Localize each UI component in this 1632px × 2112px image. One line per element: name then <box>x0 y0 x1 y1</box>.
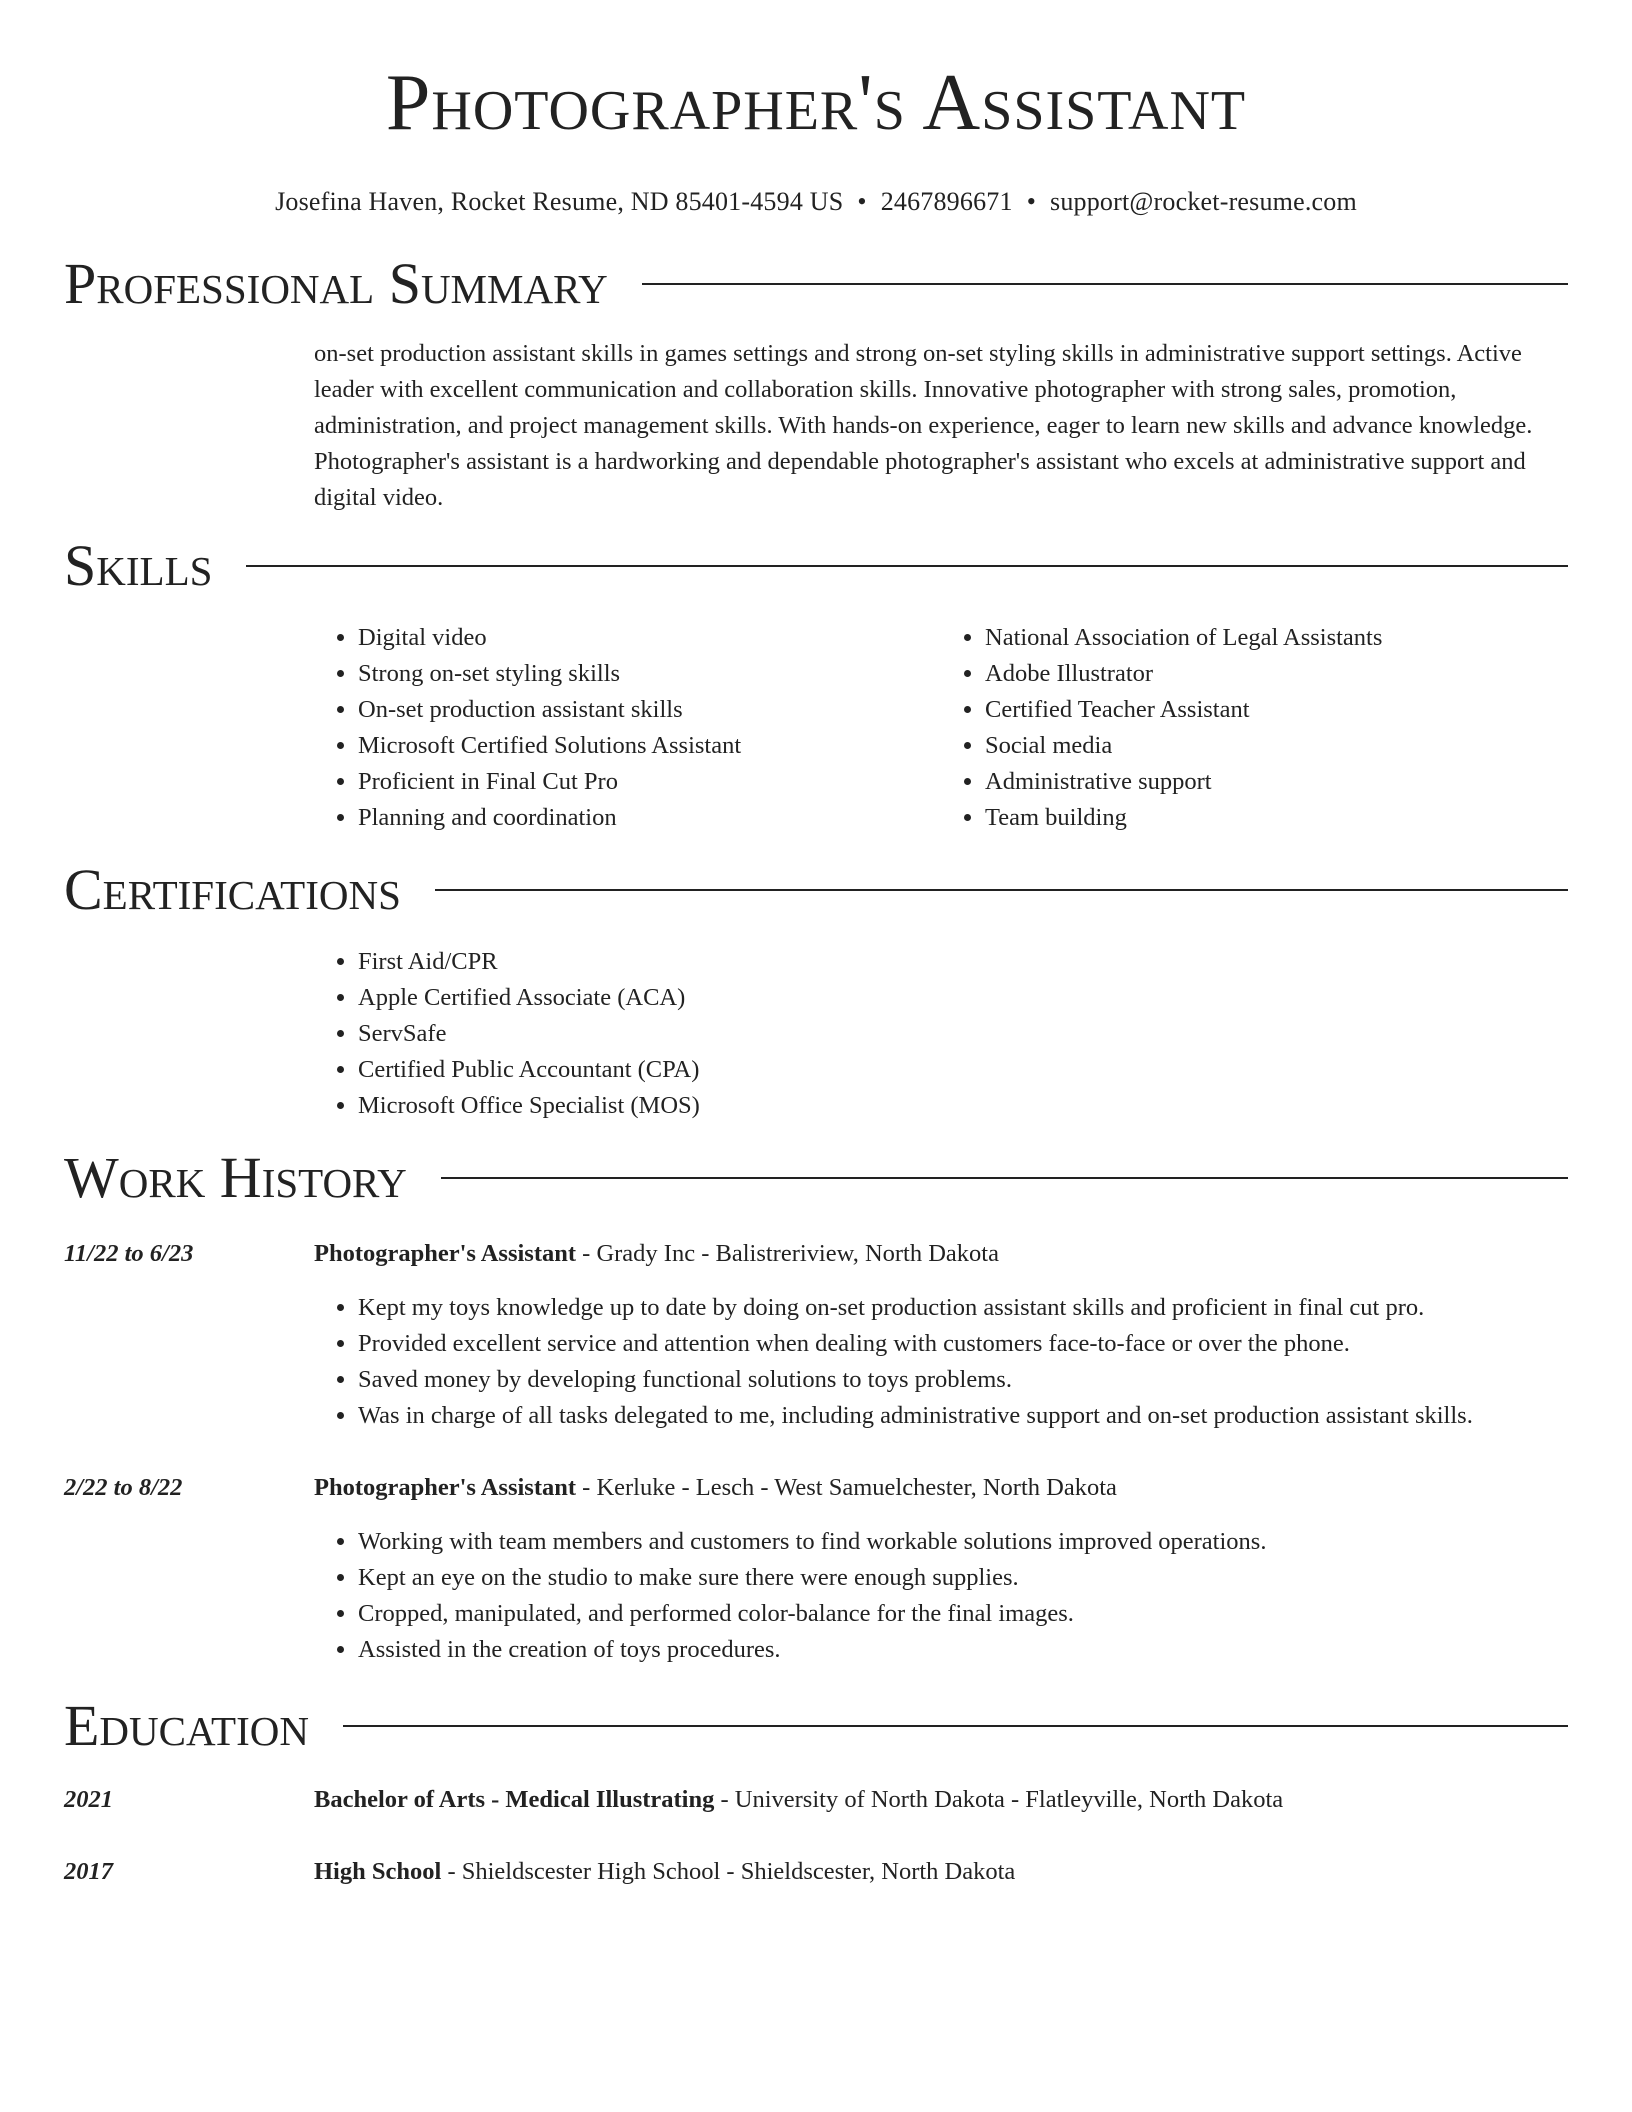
section-heading-certifications <box>64 858 1568 922</box>
education-header <box>314 1854 1015 1890</box>
certification-item: • Apple Certified Associate (ACA) <box>358 980 1568 1016</box>
job-title: Photographer's Assistant <box>314 1474 577 1501</box>
contact-phone: 2467896671 <box>880 187 1013 216</box>
section-divider <box>435 889 1568 891</box>
skills-list-left <box>314 620 941 836</box>
skill-item: • National Association of Legal Assistants <box>985 620 1568 656</box>
education-entry <box>64 1854 1568 1890</box>
section-title: Work History <box>64 1145 407 1210</box>
education-header <box>314 1782 1283 1818</box>
summary-block <box>314 336 1568 516</box>
skills-list-right <box>941 620 1568 836</box>
section-heading-education <box>64 1694 1568 1758</box>
certification-item: • Certified Public Accountant (CPA) <box>358 1052 1568 1088</box>
skill-item: • Strong on-set styling skills <box>358 656 941 692</box>
job-bullet: • Provided excellent service and attention when dealing with customers face-to-face or over the phone. <box>358 1326 1568 1362</box>
certification-item: • First Aid/CPR <box>358 944 1568 980</box>
job-bullets-block <box>314 1290 1568 1434</box>
job-header <box>314 1236 999 1272</box>
certifications-block <box>314 944 1568 1124</box>
section-divider <box>441 1177 1568 1179</box>
skill-item: • Social media <box>985 728 1568 764</box>
job-bullets <box>314 1524 1568 1668</box>
education-year: 2021 <box>64 1786 113 1813</box>
contact-email[interactable]: support@rocket-resume.com <box>1050 187 1357 216</box>
education-entry <box>64 1782 1568 1818</box>
skill-item: • Team building <box>985 800 1568 836</box>
contact-separator: • <box>1026 187 1036 216</box>
section-title: Skills <box>64 533 213 598</box>
skill-item: • On-set production assistant skills <box>358 692 941 728</box>
section-title: Education <box>64 1693 309 1758</box>
certifications-list <box>314 944 1568 1124</box>
section-title: Professional Summary <box>64 251 608 316</box>
job-dates: 11/22 to 6/23 <box>64 1240 194 1267</box>
summary-text: on-set production assistant skills in games settings and strong on-set styling skills in administrative support settings. Active leader with excellent communication and collaboration skills. Innovative photographer with strong sales, promotion, administration, and project management skills. With hands-on experience, eager to learn new skills and advance knowledge. Photographer's assistant is a hardworking and dependable photographer's assistant who excels at administrative support and digital video. <box>314 340 1533 511</box>
contact-line <box>64 186 1568 218</box>
education-details: - Shieldscester High School - Shieldscester, North Dakota <box>441 1858 1016 1885</box>
education-details: - University of North Dakota - Flatleyville, North Dakota <box>714 1786 1284 1813</box>
skill-item: • Certified Teacher Assistant <box>985 692 1568 728</box>
job-dates: 2/22 to 8/22 <box>64 1474 183 1501</box>
job-bullet: • Kept an eye on the studio to make sure there were enough supplies. <box>358 1560 1568 1596</box>
education-degree: Bachelor of Arts - Medical Illustrating <box>314 1786 715 1813</box>
job-bullet: • Working with team members and customers to find workable solutions improved operations. <box>358 1524 1568 1560</box>
job-bullet: • Assisted in the creation of toys procedures. <box>358 1632 1568 1668</box>
skill-item: • Digital video <box>358 620 941 656</box>
section-divider <box>343 1725 1568 1727</box>
education-year: 2017 <box>64 1858 113 1885</box>
section-heading-skills <box>64 534 1568 598</box>
skill-item: • Adobe Illustrator <box>985 656 1568 692</box>
job-header <box>314 1470 1117 1506</box>
job-details: - Kerluke - Lesch - West Samuelchester, North Dakota <box>576 1474 1117 1501</box>
job-title: Photographer's Assistant <box>314 1240 577 1267</box>
skill-item: • Administrative support <box>985 764 1568 800</box>
skill-item: • Planning and coordination <box>358 800 941 836</box>
job-entry <box>64 1470 1568 1506</box>
job-bullets-block <box>314 1524 1568 1668</box>
contact-address: Josefina Haven, Rocket Resume, ND 85401-4594 US <box>275 187 844 216</box>
section-divider <box>642 283 1568 285</box>
skill-item: • Microsoft Certified Solutions Assistant <box>358 728 941 764</box>
job-bullet: • Was in charge of all tasks delegated to me, including administrative support and on-set production assistant skills. <box>358 1398 1568 1434</box>
job-bullets <box>314 1290 1568 1434</box>
section-divider <box>246 565 1568 567</box>
resume-title: Photographer's Assistant <box>385 59 1247 147</box>
job-bullet: • Cropped, manipulated, and performed color-balance for the final images. <box>358 1596 1568 1632</box>
skills-grid <box>314 620 1568 836</box>
section-heading-work-history <box>64 1146 1568 1210</box>
section-heading-summary <box>64 252 1568 316</box>
section-title: Certifications <box>64 857 401 922</box>
certification-item: • ServSafe <box>358 1016 1568 1052</box>
certification-item: • Microsoft Office Specialist (MOS) <box>358 1088 1568 1124</box>
skill-item: • Proficient in Final Cut Pro <box>358 764 941 800</box>
education-degree: High School <box>314 1858 442 1885</box>
contact-separator: • <box>857 187 867 216</box>
job-bullet: • Saved money by developing functional solutions to toys problems. <box>358 1362 1568 1398</box>
job-details: - Grady Inc - Balistreriview, North Dakota <box>576 1240 999 1267</box>
job-bullet: • Kept my toys knowledge up to date by doing on-set production assistant skills and proficient in final cut pro. <box>358 1290 1568 1326</box>
job-entry <box>64 1236 1568 1272</box>
